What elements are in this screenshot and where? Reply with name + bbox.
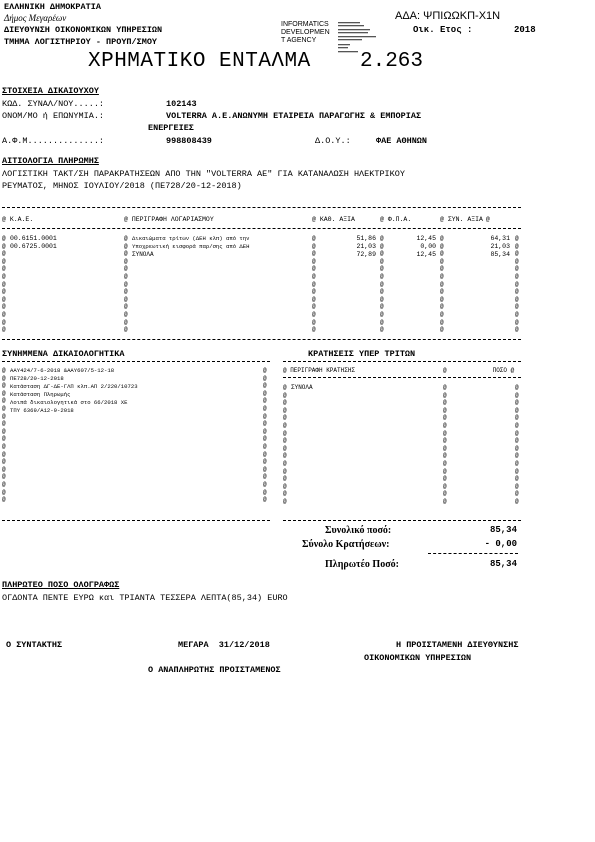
beneficiary-name-label: ΟΝΟΜ/ΜΟ ή ΕΠΩΝΥΜΙΑ.: <box>2 111 105 121</box>
row-vat: 12,45 <box>416 235 436 242</box>
justification-line-2: ΡΕΥΜΑΤΟΣ, ΜΗΝΟΣ ΙΟΥΛΙΟΥ/2018 (ΠΕ728/20-12-2018) <box>2 181 242 191</box>
beneficiary-name: VOLTERRA Α.Ε.ΑΝΩΝΥΜΗ ΕΤΑΙΡΕΙΑ ΠΑΡΑΓΩΓΗΣ & ΕΜΠΟΡΙΑΣ <box>166 111 422 121</box>
afm-label: Α.Φ.Μ..............: <box>2 136 105 146</box>
list-item: Κατάσταση ΔΓ-ΔΕ-ΓΛΠ κλπ.ΑΠ 2/220/10723 <box>10 383 138 390</box>
row-kae: 00.6151.0001 <box>10 235 57 242</box>
header-kae: @ Κ.Α.Ε. <box>2 216 34 223</box>
deductions-header-rule <box>283 377 521 378</box>
deductions-sum: - 0,00 <box>484 539 517 549</box>
deductions-header-amount: @ ΠΟΣΟ @ <box>443 367 515 374</box>
deductions-section-title: ΚΡΑΤΗΣΕΙΣ ΥΠΕΡ ΤΡΙΤΩΝ <box>308 349 416 359</box>
header-total: @ ΣΥΝ. ΑΞΙΑ @ <box>440 216 490 223</box>
document-title: ΧΡΗΜΑΤΙΚΟ ΕΝΤΑΛΜΑ <box>88 50 311 73</box>
row-vat: 12,45 <box>416 251 436 258</box>
col-sep-3: @ @ @ @ @ @ @ @ @ @ @ @ @ <box>380 235 384 334</box>
deductions-top-rule <box>283 361 521 362</box>
row-net: 72,89 <box>356 251 376 258</box>
ada-code: ΑΔΑ: ΨΠΙΩΩΚΠ-Χ1Ν <box>395 10 501 22</box>
col-sep-1: @ @ @ @ @ @ @ @ @ @ @ @ @ <box>124 235 128 334</box>
docs-bottom-rule <box>2 520 270 521</box>
afm-value: 998808439 <box>166 136 212 146</box>
total-amount-label: Συνολικό ποσό: <box>325 525 392 536</box>
row-net: 21,03 <box>356 243 376 250</box>
deductions-left-border: @ @ @ @ @ @ @ @ @ @ @ @ @ @ @ @ <box>283 384 287 505</box>
row-desc: Υποχρεωτική εισφορά παρ/σης από ΔΕΗ <box>132 243 250 250</box>
docs-top-rule <box>2 361 270 362</box>
col-sep-2: @ @ @ @ @ @ @ @ @ @ @ @ @ <box>312 235 316 334</box>
beneficiary-section-title: ΣΤΟΙΧΕΙΑ ΔΙΚΑΙΟΥΧΟΥ <box>2 86 99 96</box>
place-date: ΜΕΓΑΡΑ 31/12/2018 <box>178 640 270 650</box>
fiscal-year-label: Οικ. Ετος : <box>413 25 473 35</box>
deductions-bottom-rule <box>283 520 521 521</box>
fiscal-year: 2018 <box>514 25 536 35</box>
docs-section-title: ΣΥΝΗΜΜΕΝΑ ΔΙΚΑΙΟΛΟΓΗΤΙΚΑ <box>2 349 125 359</box>
row-desc: Δικαιώματα τρίτων (ΔΕΗ κλπ) από την <box>132 235 250 242</box>
deductions-right-border: @ @ @ @ @ @ @ @ @ @ @ @ @ @ @ @ <box>515 384 519 505</box>
table-bottom-rule <box>2 339 521 340</box>
row-vat: 0,00 <box>420 243 436 250</box>
row-kae: 00.6725.0001 <box>10 243 57 250</box>
row-desc: ΣΥΝΟΛΑ <box>132 251 154 258</box>
col-sep-5: @ @ @ @ @ @ @ @ @ @ @ @ @ <box>515 235 519 334</box>
header-desc: @ ΠΕΡΙΓΡΑΦΗ ΛΟΓΑΡΙΑΣΜΟΥ <box>124 216 214 223</box>
country-label: ΕΛΛΗΝΙΚΗ ΔΗΜΟΚΡΑΤΙΑ <box>4 2 101 12</box>
justification-line-1: ΛΟΓΙΣΤΙΚΗ ΤΑΚΤ/ΣΗ ΠΑΡΑΚΡΑΤΗΣΕΩΝ ΑΠΟ ΤΗΝ "VOLTERRA ΑΕ" ΓΙΑ ΚΑΤΑΝΑΛΩΣΗ ΗΛΕΚΤΡΙΚΟΥ <box>2 169 405 179</box>
payable-amount-label: Πληρωτέο Ποσό: <box>325 559 399 570</box>
table-top-rule <box>2 207 521 208</box>
header-vat: @ Φ.Π.Α. <box>380 216 412 223</box>
row-net: 51,86 <box>356 235 376 242</box>
row-total: 64,31 <box>490 235 510 242</box>
list-item: Κατάσταση Πληρωμής <box>10 391 71 398</box>
list-item: ΠΕ728/20-12-2018 <box>10 375 64 382</box>
logo-text-1: INFORMATICS <box>281 21 329 28</box>
list-item: ΤΠΥ 6369/Α12-9-2018 <box>10 407 74 414</box>
docs-right-border: @ @ @ @ @ @ @ @ @ @ @ @ @ @ @ @ @ @ <box>263 367 267 504</box>
section-label: ΤΜΗΜΑ ΛΟΓΙΣΤΗΡΙΟΥ - ΠΡΟΥΠ/ΣΜΟΥ <box>4 37 158 47</box>
justification-section-title: ΑΙΤΙΟΛΟΓΙΑ ΠΛΗΡΩΜΗΣ <box>2 156 99 166</box>
list-item: Λοιπά δικαιολογητικά στο 66/2018 ΧΕ <box>10 399 128 406</box>
header-net: @ ΚΑΘ. ΑΞΙΑ <box>312 216 355 223</box>
doy-label: Δ.Ο.Υ.: <box>315 136 351 146</box>
logo-text-2: DEVELOPMEN <box>281 29 330 36</box>
municipality-label: Δήμος Μεγαρέων <box>4 13 67 23</box>
total-amount: 85,34 <box>489 525 517 535</box>
deputy-title: Ο ΑΝΑΠΛΗΡΩΤΗΣ ΠΡΟΙΣΤΑΜΕΝΟΣ <box>148 665 281 675</box>
payable-amount: 85,34 <box>489 559 517 569</box>
row-total: 21,03 <box>490 243 510 250</box>
amount-in-words: ΟΓΔΟΝΤΑ ΠΕΝΤΕ ΕΥΡΩ και ΤΡΙΑΝΤΑ ΤΕΣΣΕΡΑ ΛΕΠΤΑ(85,34) EURO <box>2 593 288 603</box>
beneficiary-code: 102143 <box>166 99 197 109</box>
beneficiary-name-cont: ΕΝΕΡΓΕΙΕΣ <box>148 123 194 133</box>
director-title: Η ΠΡΟΙΣΤΑΜΕΝΗ ΔΙΕΥΘΥΝΣΗΣ <box>396 640 519 650</box>
deductions-sum-label: Σύνολο Κρατήσεων: <box>302 539 390 550</box>
deductions-header-desc: @ ΠΕΡΙΓΡΑΦΗ ΚΡΑΤΗΣΗΣ <box>283 367 356 374</box>
totals-rule <box>428 553 518 554</box>
col-sep-0: @ @ @ @ @ @ @ @ @ @ @ @ @ <box>2 235 6 334</box>
composer-label: Ο ΣΥΝΤΑΚΤΗΣ <box>6 640 63 650</box>
document-number: 2.263 <box>360 50 424 73</box>
deductions-mid-border: @ @ @ @ @ @ @ @ @ @ @ @ @ @ @ @ <box>443 384 447 505</box>
department-label: ΔΙΕΥΘΥΝΣΗ ΟΙΚΟΝΟΜΙΚΩΝ ΥΠΗΡΕΣΙΩΝ <box>4 25 163 35</box>
words-section-title: ΠΛΗΡΩΤΕΟ ΠΟΣΟ ΟΛΟΓΡΑΦΩΣ <box>2 580 120 590</box>
beneficiary-code-label: ΚΩΔ. ΣΥΝΑΛ/ΝΟΥ.....: <box>2 99 105 109</box>
deductions-total-label: ΣΥΝΟΛΑ <box>291 384 313 391</box>
row-total: 85,34 <box>490 251 510 258</box>
list-item: ΑΑΥ424/7-6-2018 &ΑΑΥ607/5-12-18 <box>10 367 115 374</box>
director-department: ΟΙΚΟΝΟΜΙΚΩΝ ΥΠΗΡΕΣΙΩΝ <box>364 653 472 663</box>
doy-value: ΦΑΕ ΑΘΗΝΩΝ <box>376 136 428 146</box>
logo-text-3: T AGENCY <box>281 37 317 44</box>
docs-left-border: @ @ @ @ @ @ @ @ @ @ @ @ @ @ @ @ @ @ <box>2 367 6 504</box>
col-sep-4: @ @ @ @ @ @ @ @ @ @ @ @ @ <box>440 235 444 334</box>
header-rule <box>2 228 521 229</box>
